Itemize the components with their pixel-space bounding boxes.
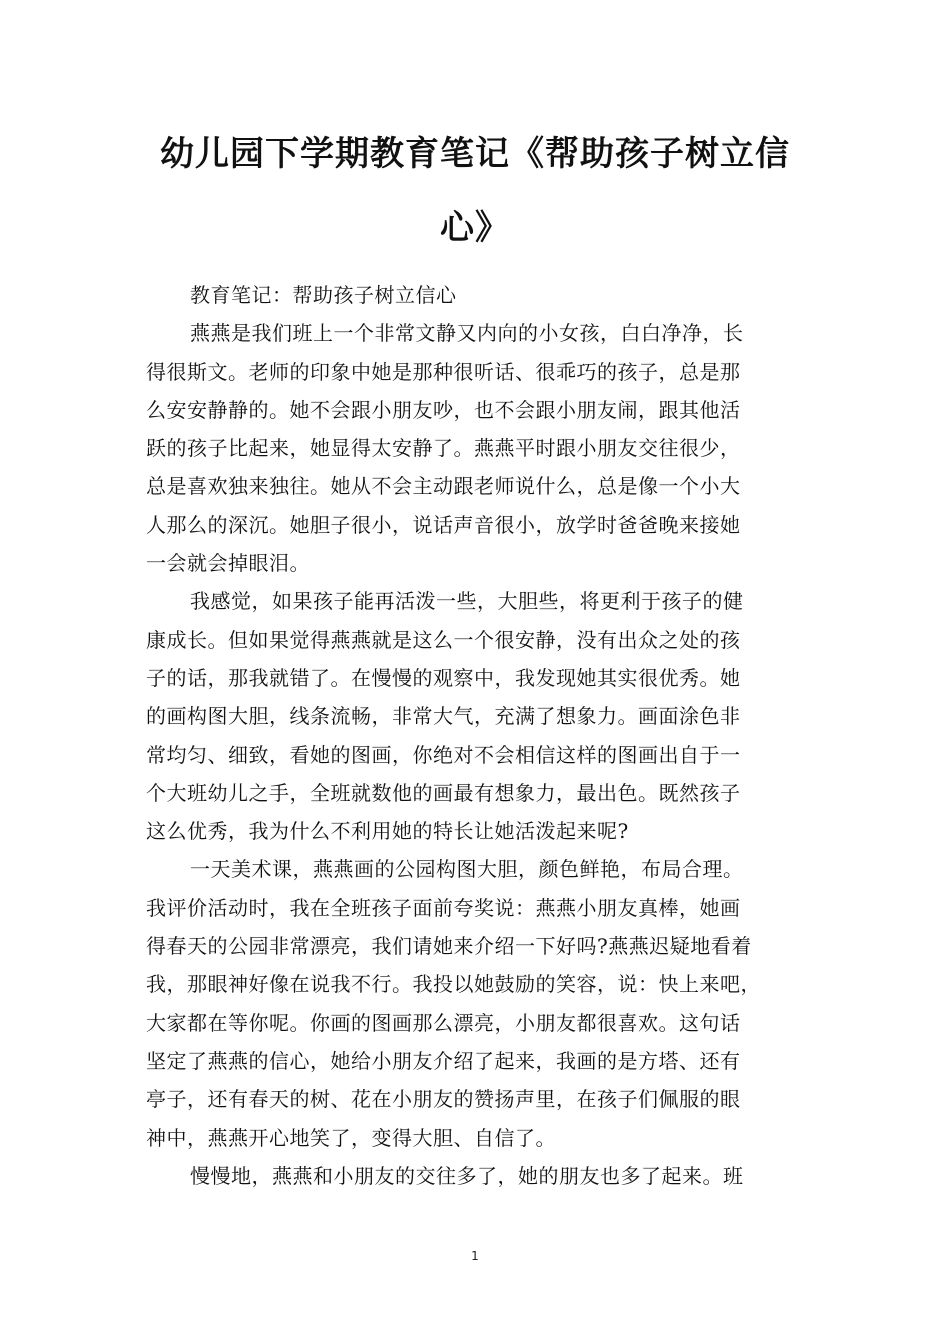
paragraph-line: 子的话，那我就错了。在慢慢的观察中，我发现她其实很优秀。她	[146, 665, 741, 690]
document-body	[146, 276, 826, 1195]
paragraph-line: 得春天的公园非常漂亮，我们请她来介绍一下好吗?燕燕迟疑地看着	[146, 934, 752, 959]
paragraph-line: 慢慢地，燕燕和小朋友的交往多了，她的朋友也多了起来。班	[190, 1163, 744, 1188]
paragraph-line: 个大班幼儿之手，全班就数他的画最有想象力，最出色。既然孩子	[146, 780, 741, 805]
page-number: 1	[471, 1249, 479, 1263]
paragraph-line: 大家都在等你呢。你画的图画那么漂亮，小朋友都很喜欢。这句话	[146, 1010, 741, 1035]
paragraph-line: 我，那眼神好像在说我不行。我投以她鼓励的笑容，说：快上来吧，	[146, 972, 761, 997]
subtitle-line: 教育笔记：帮助孩子树立信心	[190, 283, 457, 307]
paragraph-line: 这么优秀，我为什么不利用她的特长让她活泼起来呢?	[146, 819, 629, 844]
paragraph-line: 我感觉，如果孩子能再活泼一些，大胆些，将更利于孩子的健	[190, 589, 744, 614]
paragraph-line: 燕燕是我们班上一个非常文静又内向的小女孩，白白净净，长	[190, 321, 744, 346]
paragraph-line: 人那么的深沉。她胆子很小，说话声音很小，放学时爸爸晚来接她	[146, 512, 741, 537]
paragraph-line: 神中，燕燕开心地笑了，变得大胆、自信了。	[146, 1125, 556, 1150]
paragraph-line: 坚定了燕燕的信心，她给小朋友介绍了起来，我画的是方塔、还有	[146, 1048, 741, 1073]
paragraph-line: 我评价活动时，我在全班孩子面前夸奖说：燕燕小朋友真棒，她画	[146, 895, 741, 920]
paragraph-line: 得很斯文。老师的印象中她是那种很听话、很乖巧的孩子，总是那	[146, 359, 741, 384]
paragraph-line: 一天美术课，燕燕画的公园构图大胆，颜色鲜艳，布局合理。	[190, 857, 744, 882]
paragraph-line: 的画构图大胆，线条流畅，非常大气，充满了想象力。画面涂色非	[146, 704, 741, 729]
paragraph-line: 么安安静静的。她不会跟小朋友吵，也不会跟小朋友闹，跟其他活	[146, 397, 741, 422]
paragraph-line: 一会就会掉眼泪。	[146, 551, 310, 576]
paragraph-line: 亭子，还有春天的树、花在小朋友的赞扬声里，在孩子们佩服的眼	[146, 1087, 741, 1112]
document-title-line-2: 心》	[440, 208, 510, 248]
paragraph-line: 康成长。但如果觉得燕燕就是这么一个很安静，没有出众之处的孩	[146, 627, 741, 652]
paragraph-line: 跃的孩子比起来，她显得太安静了。燕燕平时跟小朋友交往很少，	[146, 436, 741, 461]
document-title-line-1: 幼儿园下学期教育笔记《帮助孩子树立信	[160, 134, 790, 174]
paragraph-line: 常均匀、细致，看她的图画，你绝对不会相信这样的图画出自于一	[146, 742, 741, 767]
paragraph-line: 总是喜欢独来独往。她从不会主动跟老师说什么，总是像一个小大	[146, 474, 741, 499]
